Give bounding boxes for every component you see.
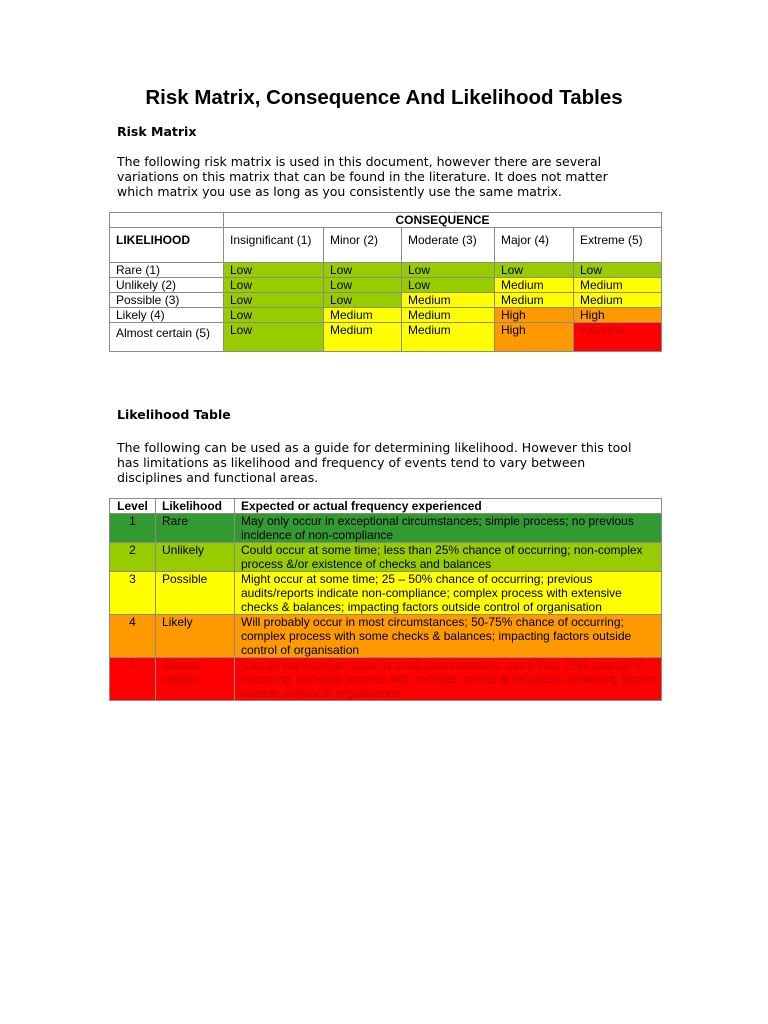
risk-matrix-row — [110, 308, 662, 323]
likelihood-cell: Possible — [156, 572, 235, 615]
risk-rating-cell: Medium — [495, 293, 574, 308]
risk-rating-cell: High — [574, 308, 662, 323]
likelihood-column-header: Likelihood — [156, 499, 235, 514]
likelihood-cell: Likely — [156, 615, 235, 658]
risk-matrix-heading: Risk Matrix — [117, 124, 197, 139]
risk-rating-cell: Low — [402, 263, 495, 278]
likelihood-cell: Unlikely — [156, 543, 235, 572]
frequency-description-cell: Might occur at some time; 25 – 50% chance of occurring; previous audits/reports indicate non-compliance; complex process with extensive checks & balances; impacting factors outside control of organisation — [235, 572, 662, 615]
risk-rating-cell: Low — [224, 323, 324, 352]
likelihood-row — [110, 514, 662, 543]
frequency-description-cell: May only occur in exceptional circumstances; simple process; no previous incidence of non-compliance — [235, 514, 662, 543]
paragraph-line: which matrix you use as long as you consistently use the same matrix. — [117, 184, 562, 199]
consequence-column-header: Moderate (3) — [402, 228, 495, 263]
risk-rating-cell: Medium — [495, 278, 574, 293]
risk-rating-cell: Low — [324, 278, 402, 293]
paragraph-line: disciplines and functional areas. — [117, 470, 319, 485]
likelihood-cell: Almost certain — [156, 658, 235, 701]
paragraph-line: The following can be used as a guide for determining likelihood. However this tool — [117, 440, 632, 455]
risk-rating-cell: Medium — [402, 293, 495, 308]
frequency-description-cell: Could occur at some time; less than 25% chance of occurring; non-complex process &/or existence of checks and balances — [235, 543, 662, 572]
likelihood-intro — [117, 440, 657, 485]
level-cell: 1 — [110, 514, 156, 543]
risk-rating-cell: Low — [224, 278, 324, 293]
frequency-description-cell: Can be expected to occur in most circumstances; more than 75% chance of occurring; complex process with minimal checks & balances; impacting factors outside control of organisation — [235, 658, 662, 701]
page-title: Risk Matrix, Consequence And Likelihood Tables — [145, 86, 623, 109]
likelihood-label: Likely (4) — [110, 308, 224, 323]
consequence-header: CONSEQUENCE — [224, 213, 662, 228]
paragraph-line: The following risk matrix is used in this document, however there are several — [117, 154, 602, 169]
level-cell: 5 — [110, 658, 156, 701]
empty-cell — [110, 213, 224, 228]
risk-matrix-intro — [117, 154, 657, 199]
consequence-column-header: Insignificant (1) — [224, 228, 324, 263]
risk-rating-cell: Low — [224, 263, 324, 278]
risk-rating-cell: Low — [402, 278, 495, 293]
risk-rating-cell: High — [495, 308, 574, 323]
likelihood-label: Possible (3) — [110, 293, 224, 308]
risk-matrix-row — [110, 293, 662, 308]
level-cell: 3 — [110, 572, 156, 615]
likelihood-row — [110, 572, 662, 615]
likelihood-row — [110, 615, 662, 658]
risk-matrix-row — [110, 278, 662, 293]
frequency-description-cell: Will probably occur in most circumstances; 50-75% chance of occurring; complex process with some checks & balances; impacting factors outside control of organisation — [235, 615, 662, 658]
risk-rating-cell: Low — [495, 263, 574, 278]
level-header: Level — [110, 499, 156, 514]
risk-rating-cell: Low — [324, 263, 402, 278]
frequency-header: Expected or actual frequency experienced — [235, 499, 662, 514]
risk-rating-cell: Medium — [324, 308, 402, 323]
risk-matrix-row — [110, 263, 662, 278]
likelihood-header: LIKELIHOOD — [110, 228, 224, 263]
risk-rating-cell: Extreme — [574, 323, 662, 352]
likelihood-heading: Likelihood Table — [117, 407, 231, 422]
risk-rating-cell: High — [495, 323, 574, 352]
consequence-column-header: Minor (2) — [324, 228, 402, 263]
likelihood-label: Unlikely (2) — [110, 278, 224, 293]
risk-rating-cell: Low — [574, 263, 662, 278]
risk-rating-cell: Medium — [574, 293, 662, 308]
consequence-column-header: Extreme (5) — [574, 228, 662, 263]
paragraph-line: has limitations as likelihood and frequency of events tend to vary between — [117, 455, 586, 470]
risk-matrix-row — [110, 323, 662, 352]
risk-rating-cell: Medium — [324, 323, 402, 352]
likelihood-row — [110, 543, 662, 572]
likelihood-row — [110, 658, 662, 701]
likelihood-label: Almost certain (5) — [110, 323, 224, 352]
consequence-column-header: Major (4) — [495, 228, 574, 263]
level-cell: 4 — [110, 615, 156, 658]
risk-rating-cell: Low — [224, 293, 324, 308]
risk-rating-cell: Low — [324, 293, 402, 308]
likelihood-cell: Rare — [156, 514, 235, 543]
risk-matrix-table — [109, 212, 662, 352]
level-cell: 2 — [110, 543, 156, 572]
risk-rating-cell: Medium — [402, 323, 495, 352]
likelihood-table — [109, 498, 662, 701]
risk-rating-cell: Low — [224, 308, 324, 323]
likelihood-label: Rare (1) — [110, 263, 224, 278]
paragraph-line: variations on this matrix that can be found in the literature. It does not matter — [117, 169, 608, 184]
risk-rating-cell: Medium — [402, 308, 495, 323]
risk-rating-cell: Medium — [574, 278, 662, 293]
